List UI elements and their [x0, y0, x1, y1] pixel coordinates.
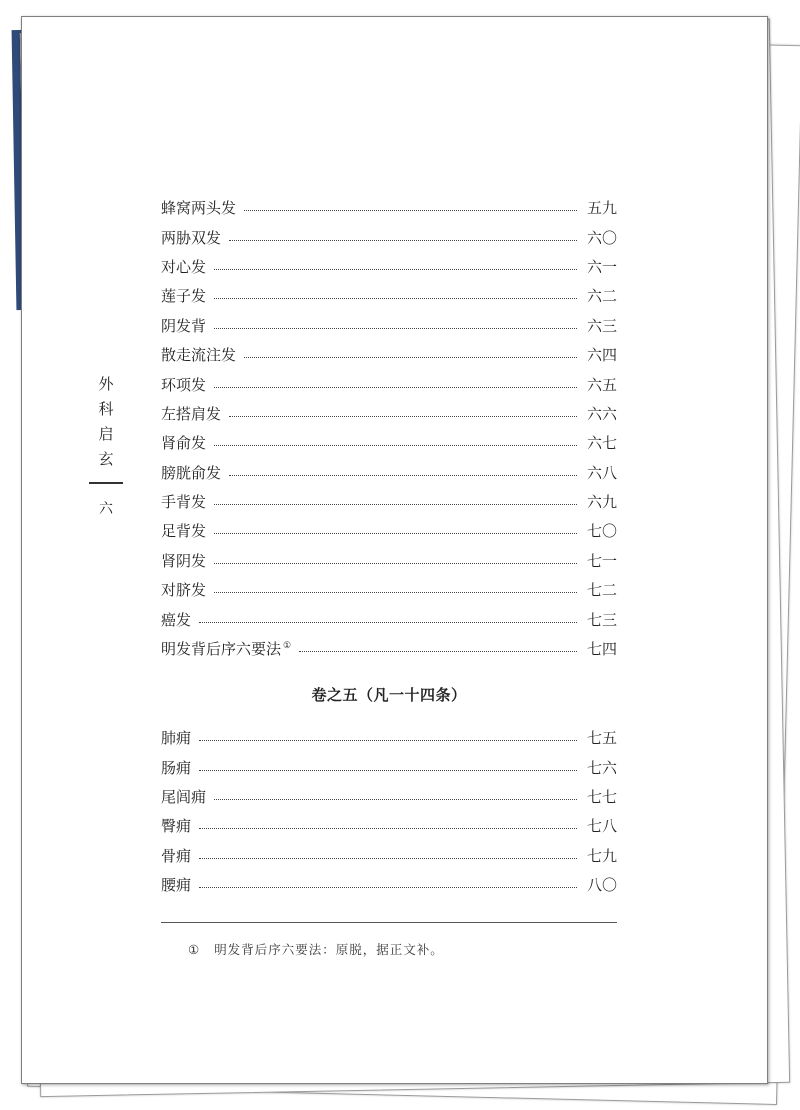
toc-entry — [161, 546, 617, 575]
toc-entry — [161, 575, 617, 604]
toc-entry-title: 臀痈 — [161, 817, 192, 836]
toc-entry — [161, 723, 617, 752]
toc-entry — [161, 487, 617, 516]
running-head — [88, 372, 124, 518]
toc-entry-page: 六二 — [586, 287, 617, 306]
toc-entry-title: 骨痈 — [161, 846, 192, 865]
toc-entry — [161, 752, 617, 781]
toc-entry — [161, 782, 617, 811]
leader-dots — [229, 475, 577, 476]
toc-entry-title: 左搭肩发 — [161, 404, 222, 423]
toc-entry-page: 七五 — [586, 729, 617, 748]
toc-entry-title: 肺痈 — [161, 729, 192, 748]
leader-dots — [199, 770, 577, 771]
leader-dots — [229, 240, 577, 241]
leader-dots — [229, 416, 577, 417]
toc-entry-page: 六九 — [586, 493, 617, 512]
leader-dots — [199, 828, 577, 829]
toc-entry — [161, 222, 617, 251]
toc-entry-page: 六一 — [586, 257, 617, 276]
footnote-text: 明发背后序六要法：原脱，据正文补。 — [214, 942, 444, 957]
toc-entry-title: 腰痈 — [161, 876, 192, 895]
leader-dots — [214, 563, 577, 564]
leader-dots — [214, 328, 577, 329]
toc-entry-title: 肾俞发 — [161, 434, 207, 453]
toc-entry-title: 肾阴发 — [161, 551, 207, 570]
section-heading: 卷之五（凡一十四条） — [311, 686, 467, 704]
toc-entry-title: 莲子发 — [161, 287, 207, 306]
toc-entry-title: 散走流注发 — [161, 346, 237, 365]
toc-entry-page: 七〇 — [586, 522, 617, 541]
toc-entry — [161, 634, 617, 663]
toc-entry — [161, 870, 617, 899]
page-number: 六 — [99, 501, 113, 517]
leader-dots — [199, 858, 577, 859]
leader-dots — [199, 622, 577, 623]
toc-entry — [161, 399, 617, 428]
toc-entry-page: 六七 — [586, 434, 617, 453]
leader-dots — [299, 651, 577, 652]
toc-entry-page: 六三 — [586, 316, 617, 335]
toc-entry-title: 明发背后序六要法 — [161, 640, 282, 659]
toc-entry-page: 八〇 — [586, 876, 617, 895]
leader-dots — [214, 533, 577, 534]
toc-entry-page: 五九 — [586, 199, 617, 218]
toc-entry — [161, 811, 617, 840]
running-head-char: 玄 — [98, 450, 114, 468]
toc-entry-title: 肠痈 — [161, 758, 192, 777]
leader-dots — [214, 298, 577, 299]
toc-entry — [161, 340, 617, 369]
toc-entry-page: 七二 — [586, 581, 617, 600]
toc-entry-page: 七一 — [586, 551, 617, 570]
toc-entry-page: 六八 — [586, 463, 617, 482]
toc-entry-page: 六五 — [586, 375, 617, 394]
footnote-ref[interactable]: ① — [283, 641, 292, 652]
running-head-char: 外 — [98, 375, 114, 393]
leader-dots — [244, 357, 577, 358]
toc-entry-title: 膀胱俞发 — [161, 463, 222, 482]
toc-entry — [161, 193, 617, 222]
toc-entry-title: 手背发 — [161, 493, 207, 512]
toc-entry-page: 七八 — [586, 817, 617, 836]
toc-entry-page: 七六 — [586, 758, 617, 777]
toc-entry-page: 七九 — [586, 846, 617, 865]
toc-entry — [161, 281, 617, 310]
leader-dots — [244, 210, 577, 211]
leader-dots — [199, 740, 577, 741]
toc-entry-page: 六〇 — [586, 228, 617, 247]
toc-entry — [161, 841, 617, 870]
toc-entry — [161, 516, 617, 545]
toc-entry-page: 六四 — [586, 346, 617, 365]
footnote-rule — [161, 922, 617, 923]
toc-entry — [161, 604, 617, 633]
leader-dots — [214, 799, 577, 800]
toc-entry-page: 七七 — [586, 787, 617, 806]
leader-dots — [214, 445, 577, 446]
leader-dots — [214, 269, 577, 270]
toc-entry-title: 阴发背 — [161, 316, 207, 335]
leader-dots — [199, 887, 577, 888]
footnote — [188, 940, 444, 958]
toc-list-part2 — [161, 723, 617, 899]
leader-dots — [214, 387, 577, 388]
toc-entry-title: 蜂窝两头发 — [161, 199, 237, 218]
leader-dots — [214, 592, 577, 593]
toc-entry-title: 对脐发 — [161, 581, 207, 600]
toc-entry-title: 两胁双发 — [161, 228, 222, 247]
toc-entry-title: 足背发 — [161, 522, 207, 541]
toc-entry-title: 环项发 — [161, 375, 207, 394]
toc-entry-title: 尾闾痈 — [161, 787, 207, 806]
running-head-rule — [89, 482, 123, 484]
toc-entry-title-with-note — [161, 638, 291, 659]
toc-entry — [161, 458, 617, 487]
toc-entry-page: 七三 — [586, 610, 617, 629]
toc-entry-title: 对心发 — [161, 257, 207, 276]
toc-entry-title: 癌发 — [161, 610, 192, 629]
toc-entry — [161, 311, 617, 340]
leader-dots — [214, 504, 577, 505]
running-head-char: 启 — [98, 425, 114, 443]
toc-entry — [161, 369, 617, 398]
running-head-char: 科 — [98, 400, 114, 418]
toc-entry — [161, 252, 617, 281]
toc-list-part1 — [161, 193, 617, 663]
footnote-marker: ① — [188, 942, 201, 957]
toc-entry-page: 六六 — [586, 404, 617, 423]
toc-entry — [161, 428, 617, 457]
toc-entry-page: 七四 — [586, 640, 617, 659]
